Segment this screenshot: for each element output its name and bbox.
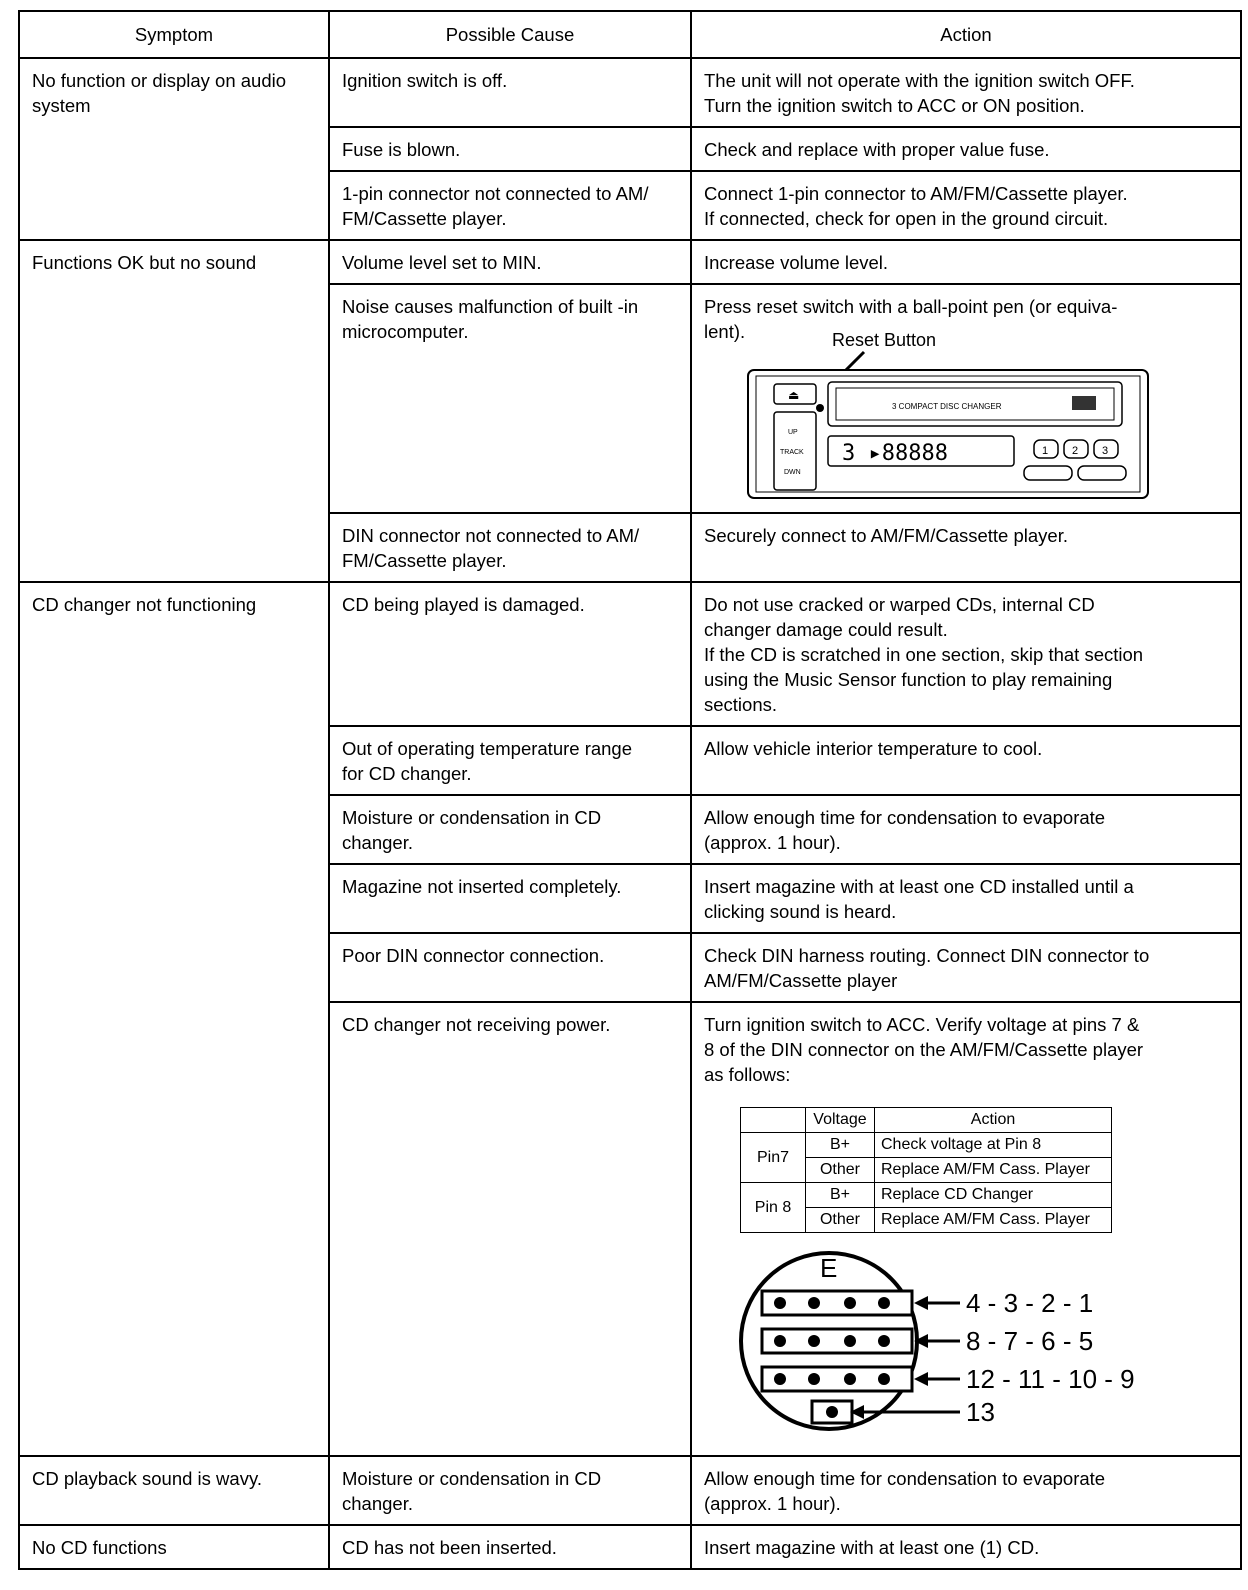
cause-cell: Magazine not inserted completely. (329, 864, 691, 933)
symptom-cell: CD changer not functioning (19, 582, 329, 1456)
pin (774, 1297, 786, 1309)
din-connector-diagram (704, 1239, 1184, 1447)
pin (826, 1406, 838, 1418)
cause-cell: CD being played is damaged. (329, 582, 691, 726)
arrow-head (914, 1296, 928, 1310)
cause-cell: CD has not been inserted. (329, 1525, 691, 1569)
arrow-head (914, 1372, 928, 1386)
symptom-cell: No CD functions (19, 1525, 329, 1569)
action-cell: The unit will not operate with the ignition switch OFF. Turn the ignition switch to ACC or ON position. (691, 58, 1241, 127)
cause-cell: Moisture or condensation in CD changer. (329, 795, 691, 864)
action-cell: Check and replace with proper value fuse. (691, 127, 1241, 171)
dwn-label: DWN (784, 469, 801, 476)
cause-cell: Ignition switch is off. (329, 58, 691, 127)
table-row (19, 1456, 1241, 1525)
action-cell: Connect 1-pin connector to AM/FM/Cassette player. If connected, check for open in the ground circuit. (691, 171, 1241, 240)
action-cell (691, 1002, 1241, 1456)
pin-row-3-label: 12 - 11 - 10 - 9 (966, 1364, 1135, 1394)
table-header-row (19, 11, 1241, 58)
cause-cell: Moisture or condensation in CD changer. (329, 1456, 691, 1525)
voltage-row (741, 1133, 1112, 1158)
pin (878, 1335, 890, 1347)
pin (774, 1373, 786, 1385)
reset-button (816, 404, 824, 412)
pin-label: Pin 8 (741, 1183, 806, 1233)
symptom-cell: No function or display on audio system (19, 58, 329, 240)
voltage-action: Replace AM/FM Cass. Player (875, 1158, 1112, 1183)
disc-button-3-label: 3 (1102, 445, 1109, 457)
table-row (19, 1525, 1241, 1569)
pin (844, 1297, 856, 1309)
reset-button-callout: Reset Button (832, 330, 937, 350)
pin-row-2-label: 8 - 7 - 6 - 5 (966, 1326, 1094, 1356)
lower-button-left (1024, 466, 1072, 480)
lower-button-right (1078, 466, 1126, 480)
voltage-header-row (741, 1108, 1112, 1133)
disc-logo (1072, 396, 1096, 410)
pin-label: Pin7 (741, 1133, 806, 1183)
track-label: TRACK (780, 449, 804, 456)
connector-top-label: E (820, 1253, 838, 1283)
table-row (19, 240, 1241, 284)
symptom-cell: Functions OK but no sound (19, 240, 329, 582)
cause-cell: 1-pin connector not connected to AM/ FM/Cassette player. (329, 171, 691, 240)
pin (878, 1297, 890, 1309)
table-row (19, 58, 1241, 127)
voltage-action: Check voltage at Pin 8 (875, 1133, 1112, 1158)
voltage-header: Voltage (806, 1108, 875, 1133)
troubleshooting-table (18, 10, 1242, 1570)
pin (878, 1373, 890, 1385)
voltage-header-blank (741, 1108, 806, 1133)
action-cell: Insert magazine with at least one CD installed until a clicking sound is heard. (691, 864, 1241, 933)
action-cell (691, 284, 1241, 513)
symptom-cell: CD playback sound is wavy. (19, 1456, 329, 1525)
action-cell: Allow vehicle interior temperature to cool. (691, 726, 1241, 795)
voltage-value: B+ (806, 1133, 875, 1158)
action-cell: Allow enough time for condensation to evaporate (approx. 1 hour). (691, 795, 1241, 864)
action-text: Turn ignition switch to ACC. Verify voltage at pins 7 & 8 of the DIN connector on the AM/FM/Cassette player as follows: (704, 1014, 1144, 1085)
voltage-row (741, 1183, 1112, 1208)
pin-row-1-label: 4 - 3 - 2 - 1 (966, 1288, 1094, 1318)
cause-cell: Poor DIN connector connection. (329, 933, 691, 1002)
voltage-value: Other (806, 1208, 875, 1233)
header-possible-cause: Possible Cause (329, 11, 691, 58)
disc-button-1-label: 1 (1042, 445, 1049, 457)
action-cell: Check DIN harness routing. Connect DIN connector to AM/FM/Cassette player (691, 933, 1241, 1002)
action-cell: Insert magazine with at least one (1) CD. (691, 1525, 1241, 1569)
action-text: Press reset switch with a ball-point pen (or equiva- lent). (704, 296, 1118, 342)
cause-cell: Out of operating temperature range for CD changer. (329, 726, 691, 795)
disc-button-2-label: 2 (1072, 445, 1079, 457)
header-action: Action (691, 11, 1241, 58)
display-readout: 3 ▸88888 (842, 441, 948, 466)
pin (844, 1335, 856, 1347)
cause-cell: CD changer not receiving power. (329, 1002, 691, 1456)
cause-cell: Fuse is blown. (329, 127, 691, 171)
pin (808, 1335, 820, 1347)
cause-cell: Volume level set to MIN. (329, 240, 691, 284)
header-symptom: Symptom (19, 11, 329, 58)
pin-row-4-label: 13 (966, 1397, 995, 1427)
table-row (19, 582, 1241, 726)
voltage-table (740, 1107, 1112, 1233)
pin (844, 1373, 856, 1385)
pin (808, 1373, 820, 1385)
voltage-value: B+ (806, 1183, 875, 1208)
voltage-value: Other (806, 1158, 875, 1183)
pin (774, 1335, 786, 1347)
voltage-action-header: Action (875, 1108, 1112, 1133)
cause-cell: DIN connector not connected to AM/ FM/Cassette player. (329, 513, 691, 582)
panel-text: 3 COMPACT DISC CHANGER (892, 402, 1002, 411)
pin (808, 1297, 820, 1309)
reset-button-figure (704, 330, 1224, 498)
action-cell: Securely connect to AM/FM/Cassette player. (691, 513, 1241, 582)
up-label: UP (788, 429, 798, 436)
voltage-action: Replace AM/FM Cass. Player (875, 1208, 1112, 1233)
action-cell: Allow enough time for condensation to evaporate (approx. 1 hour). (691, 1456, 1241, 1525)
cause-cell: Noise causes malfunction of built -in microcomputer. (329, 284, 691, 513)
voltage-action: Replace CD Changer (875, 1183, 1112, 1208)
action-cell: Increase volume level. (691, 240, 1241, 284)
action-cell: Do not use cracked or warped CDs, internal CD changer damage could result. If the CD is scratched in one section, skip that section using the Music Sensor function to play remaining sections. (691, 582, 1241, 726)
eject-icon: ⏏ (788, 388, 800, 402)
